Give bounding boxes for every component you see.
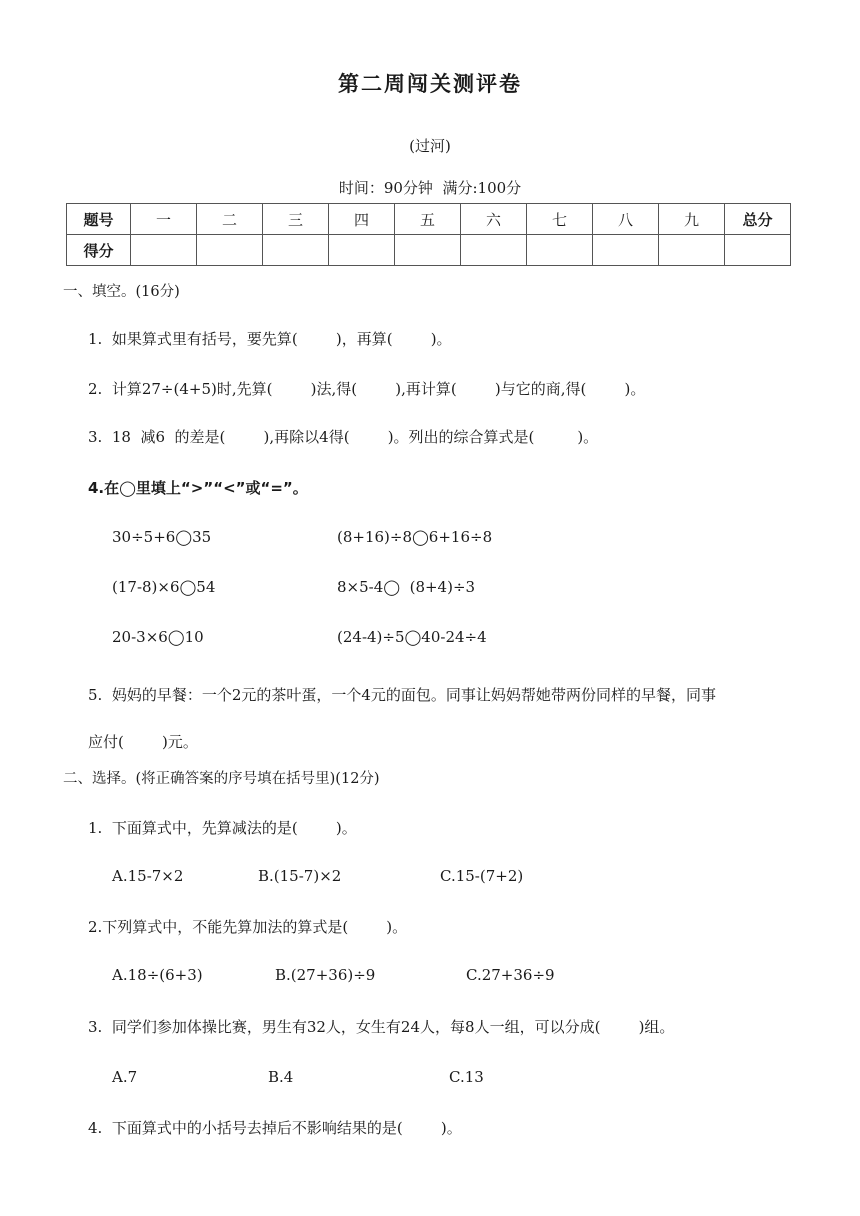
option-b: B.4 — [268, 1068, 294, 1086]
score-table-header-cell: 八 — [593, 204, 659, 235]
compare-item: 20-3×6◯10 — [112, 628, 204, 646]
score-table-header-cell: 五 — [395, 204, 461, 235]
section2-question-3: 3. 同学们参加体操比赛，男生有32人，女生有24人，每8人一组，可以分成( )组。 — [88, 1018, 675, 1036]
option-a: A.18÷(6+3) — [112, 966, 203, 984]
score-cell[interactable] — [725, 235, 791, 266]
score-cell[interactable] — [527, 235, 593, 266]
section1-question-2: 2. 计算27÷(4+5)时,先算( )法,得( ),再计算( )与它的商,得( )。 — [88, 380, 646, 398]
score-cell[interactable] — [131, 235, 197, 266]
section1-question-4-title: 4.在◯里填上“>”“<”或“=”。 — [88, 479, 308, 497]
compare-item: (8+16)÷8◯6+16÷8 — [337, 528, 493, 546]
score-table — [66, 203, 791, 266]
score-cell[interactable] — [329, 235, 395, 266]
score-cell[interactable] — [593, 235, 659, 266]
score-cell[interactable] — [197, 235, 263, 266]
option-c: C.15-(7+2) — [440, 867, 524, 885]
score-table-header-cell: 六 — [461, 204, 527, 235]
section1-question-1: 1. 如果算式里有括号，要先算( )，再算( )。 — [88, 330, 452, 348]
score-table-header-cell: 七 — [527, 204, 593, 235]
option-a: A.7 — [112, 1068, 138, 1086]
section1-title: 一、填空。(16分) — [63, 284, 180, 300]
option-a: A.15-7×2 — [112, 867, 184, 885]
score-cell[interactable] — [461, 235, 527, 266]
score-label: 得分 — [67, 235, 131, 266]
compare-item: 8×5-4◯ (8+4)÷3 — [337, 578, 476, 596]
score-table-header-cell: 一 — [131, 204, 197, 235]
score-cell[interactable] — [659, 235, 725, 266]
section2-title: 二、选择。(将正确答案的序号填在括号里)(12分) — [63, 771, 380, 787]
score-table-header-cell: 二 — [197, 204, 263, 235]
score-table-header-cell: 三 — [263, 204, 329, 235]
compare-item: (24-4)÷5◯40-24÷4 — [337, 628, 487, 646]
option-b: B.(27+36)÷9 — [275, 966, 376, 984]
option-b: B.(15-7)×2 — [258, 867, 342, 885]
score-table-header-row — [67, 204, 791, 235]
score-cell[interactable] — [395, 235, 461, 266]
section2-question-4: 4. 下面算式中的小括号去掉后不影响结果的是( )。 — [88, 1119, 462, 1137]
score-table-header-cell: 总分 — [725, 204, 791, 235]
section2-question-1: 1. 下面算式中，先算减法的是( )。 — [88, 819, 357, 837]
section1-question-3: 3. 18 减6 的差是( ),再除以4得( )。列出的综合算式是( )。 — [88, 428, 599, 446]
option-c: C.13 — [449, 1068, 484, 1086]
score-cell[interactable] — [263, 235, 329, 266]
option-c: C.27+36÷9 — [466, 966, 555, 984]
section1-question-5-line1: 5. 妈妈的早餐：一个2元的茶叶蛋，一个4元的面包。同事让妈妈帮她带两份同样的早餐，同事 — [88, 686, 716, 704]
score-table-score-row — [67, 235, 791, 266]
score-table-header-cell: 题号 — [67, 204, 131, 235]
compare-item: 30÷5+6◯35 — [112, 528, 212, 546]
time-info: 时间：90分钟 满分:100分 — [338, 179, 522, 197]
compare-item: (17-8)×6◯54 — [112, 578, 216, 596]
page-title: 第二周闯关测评卷 — [338, 71, 522, 96]
section1-question-5-line2: 应付( )元。 — [88, 733, 198, 751]
section2-question-2: 2.下列算式中，不能先算加法的算式是( )。 — [88, 918, 408, 936]
score-table-header-cell: 四 — [329, 204, 395, 235]
page-subtitle: (过河) — [409, 137, 451, 155]
score-table-header-cell: 九 — [659, 204, 725, 235]
